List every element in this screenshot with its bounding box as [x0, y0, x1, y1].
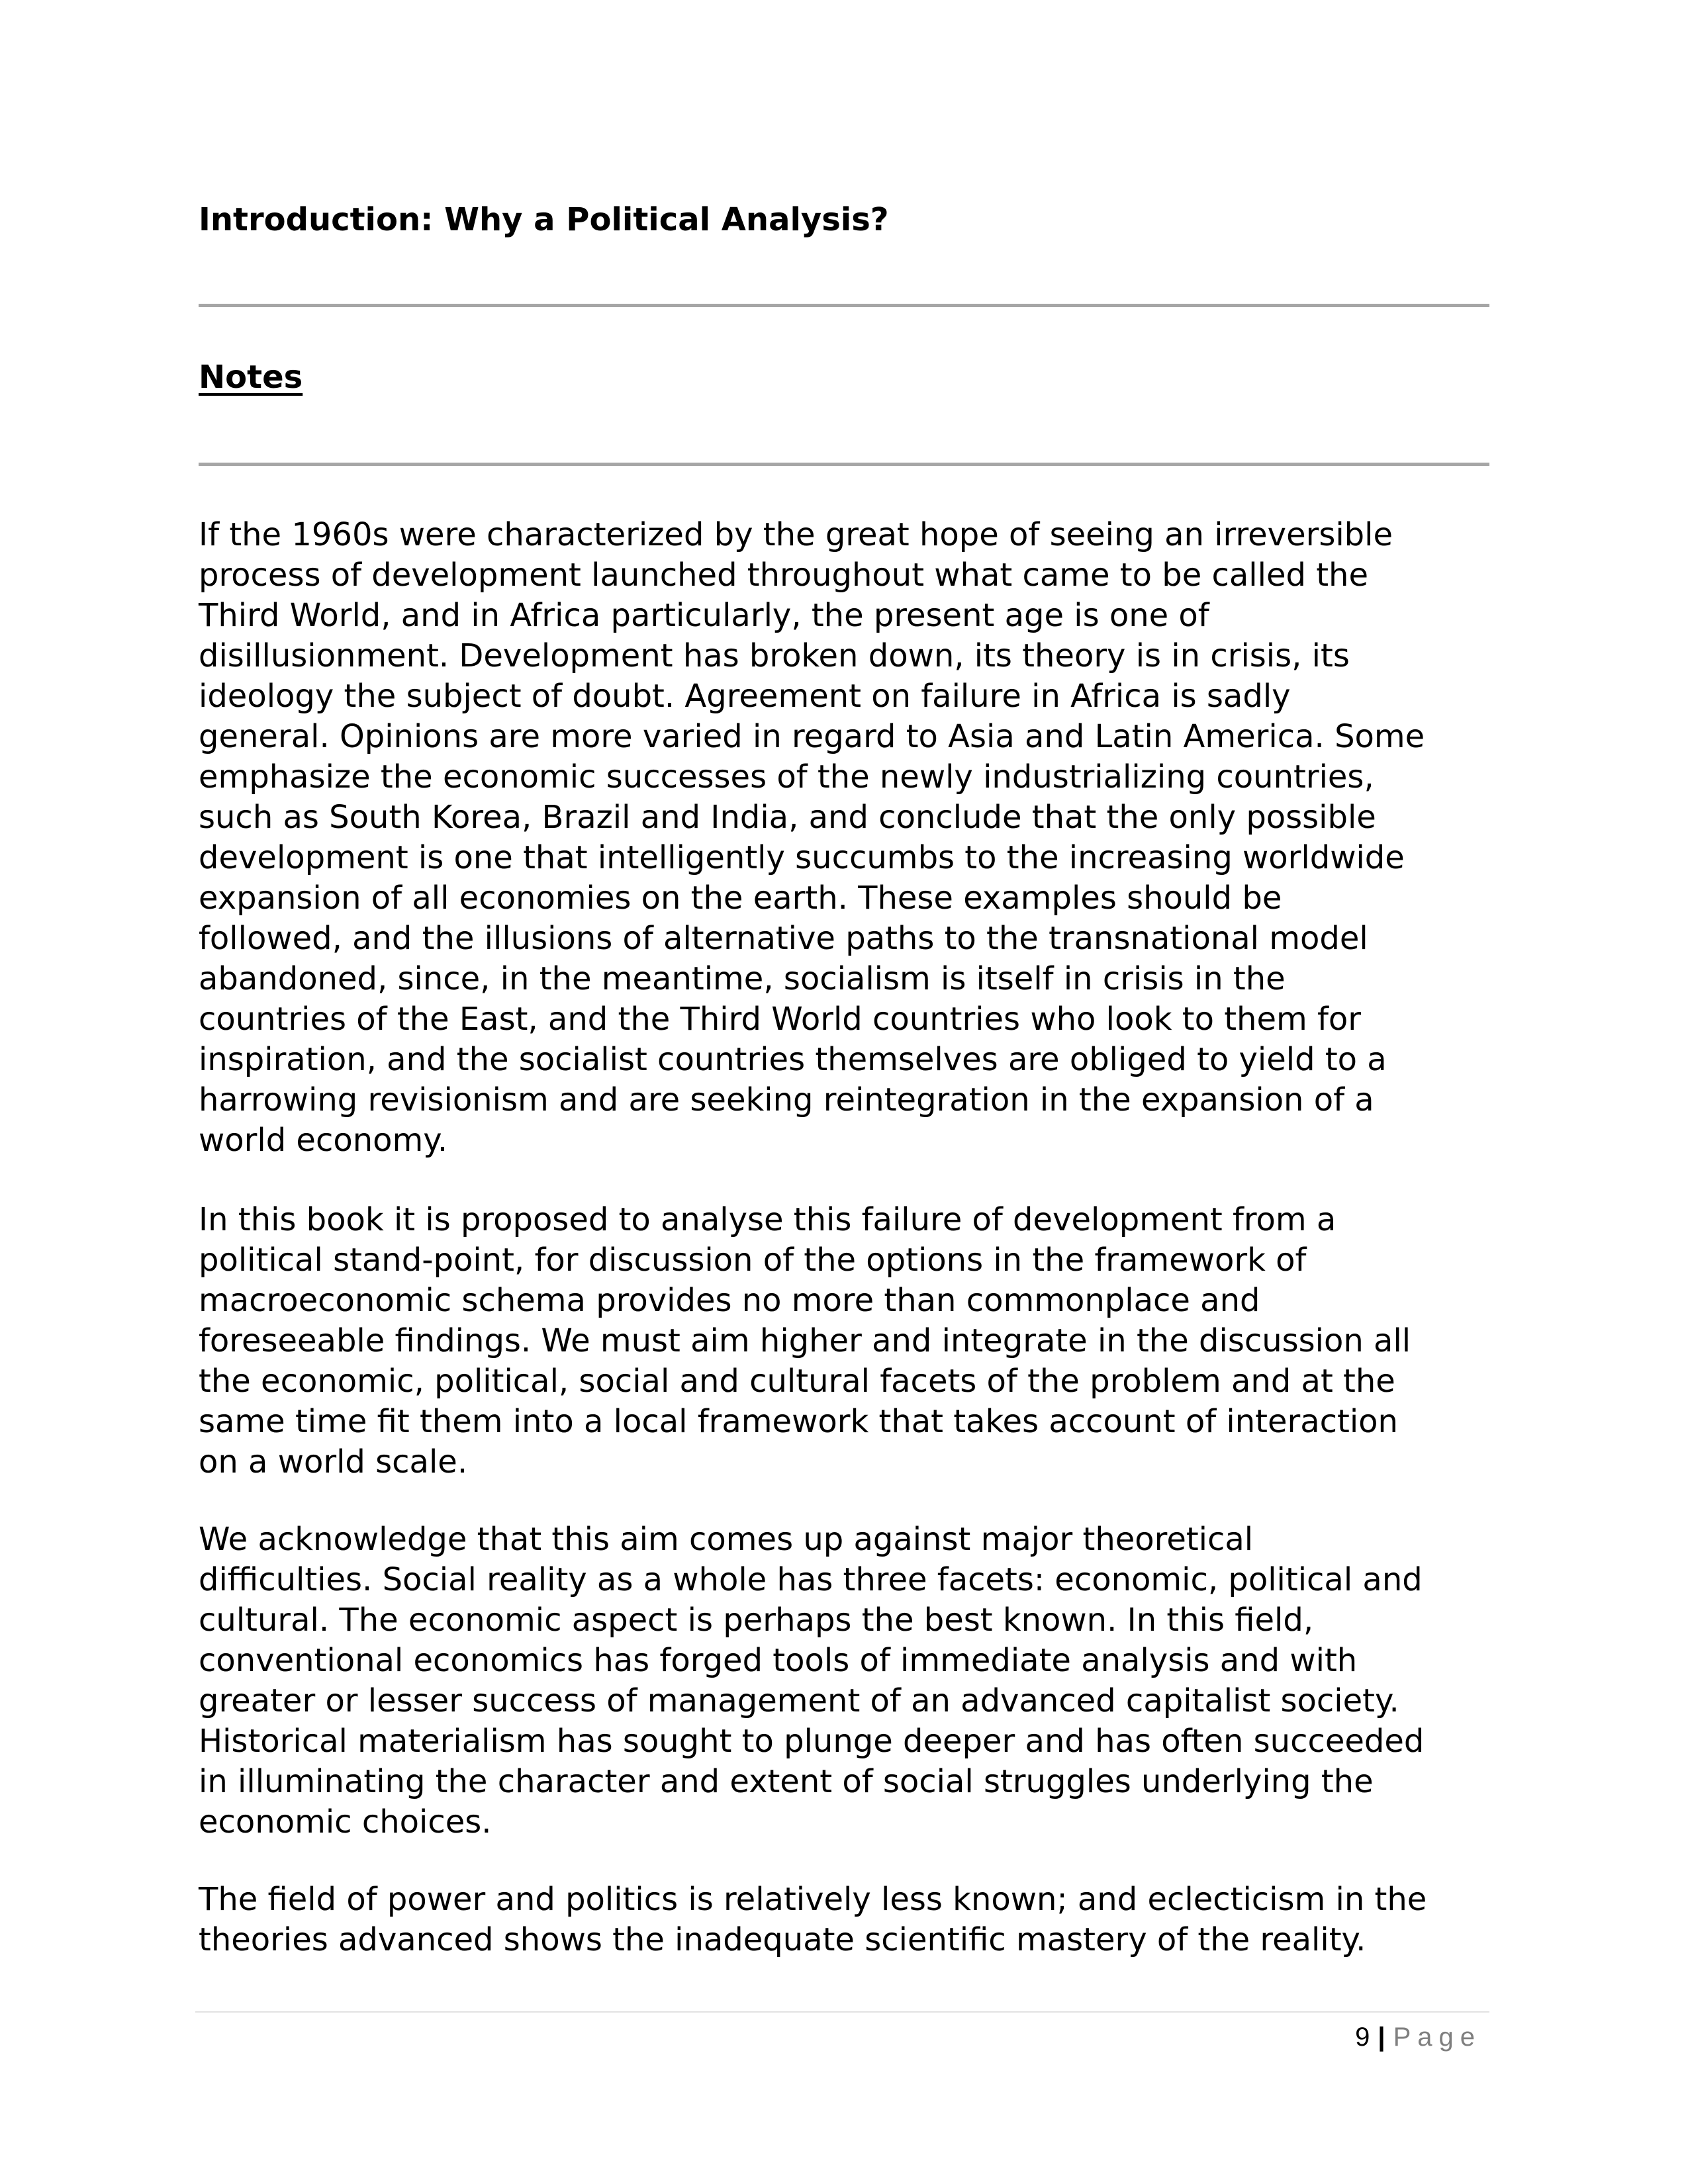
footer-divider	[195, 2011, 1489, 2013]
body-paragraph-1: If the 1960s were characterized by the great hope of seeing an irreversible process of development launched throughout what came to be called the Third World, and in Africa particularly, the present age is one of disillusionment. Development has broken down, its theory is in crisis, its ideology the subject of doubt. Agreement on failure in Africa is sadly general. Opinions are more varied in regard to Asia and Latin America. Some emphasize the economic successes of the newly industrializing countries, such as South Korea, Brazil and India, and conclude that the only possible development is one that intelligently succumbs to the increasing worldwide expansion of all economies on the earth. These examples should be followed, and the illusions of alternative paths to the transnational model abandoned, since, in the meantime, socialism is itself in crisis in the countries of the East, and the Third World countries who look to them for inspiration, and the socialist countries themselves are obliged to yield to a harrowing revisionism and are seeking reintegration in the expansion of a world economy.	[199, 516, 1425, 1159]
page-label: Page	[1393, 2023, 1481, 2052]
body-paragraph-4: The field of power and politics is relatively less known; and eclecticism in the theories advanced shows the inadequate scientific mastery of the reality.	[199, 1881, 1427, 1958]
page-number: 9	[1355, 2023, 1370, 2052]
body-paragraph-3: We acknowledge that this aim comes up against major theoretical difficulties. Social reality as a whole has three facets: economic, political and cultural. The economic aspect is perhaps the best known. In this field, conventional economics has forged tools of immediate analysis and with greater or lesser success of management of an advanced capitalist society. Historical materialism has sought to plunge deeper and has often succeeded in illuminating the character and extent of social struggles underlying the economic choices.	[199, 1521, 1425, 1841]
top-divider	[199, 304, 1489, 307]
notes-divider	[199, 463, 1489, 466]
notes-heading: Notes	[199, 359, 303, 396]
body-paragraph-2: In this book it is proposed to analyse this failure of development from a political stand-point, for discussion of the options in the framework of macroeconomic schema provides no more than commonplace and foreseeable findings. We must aim higher and integrate in the discussion all the economic, political, social and cultural facets of the problem and at the same time fit them into a local framework that takes account of interaction on a world scale.	[199, 1201, 1411, 1480]
footer-separator: |	[1378, 2023, 1385, 2052]
chapter-title: Introduction: Why a Political Analysis?	[199, 201, 889, 238]
page-footer	[1355, 2020, 1481, 2054]
